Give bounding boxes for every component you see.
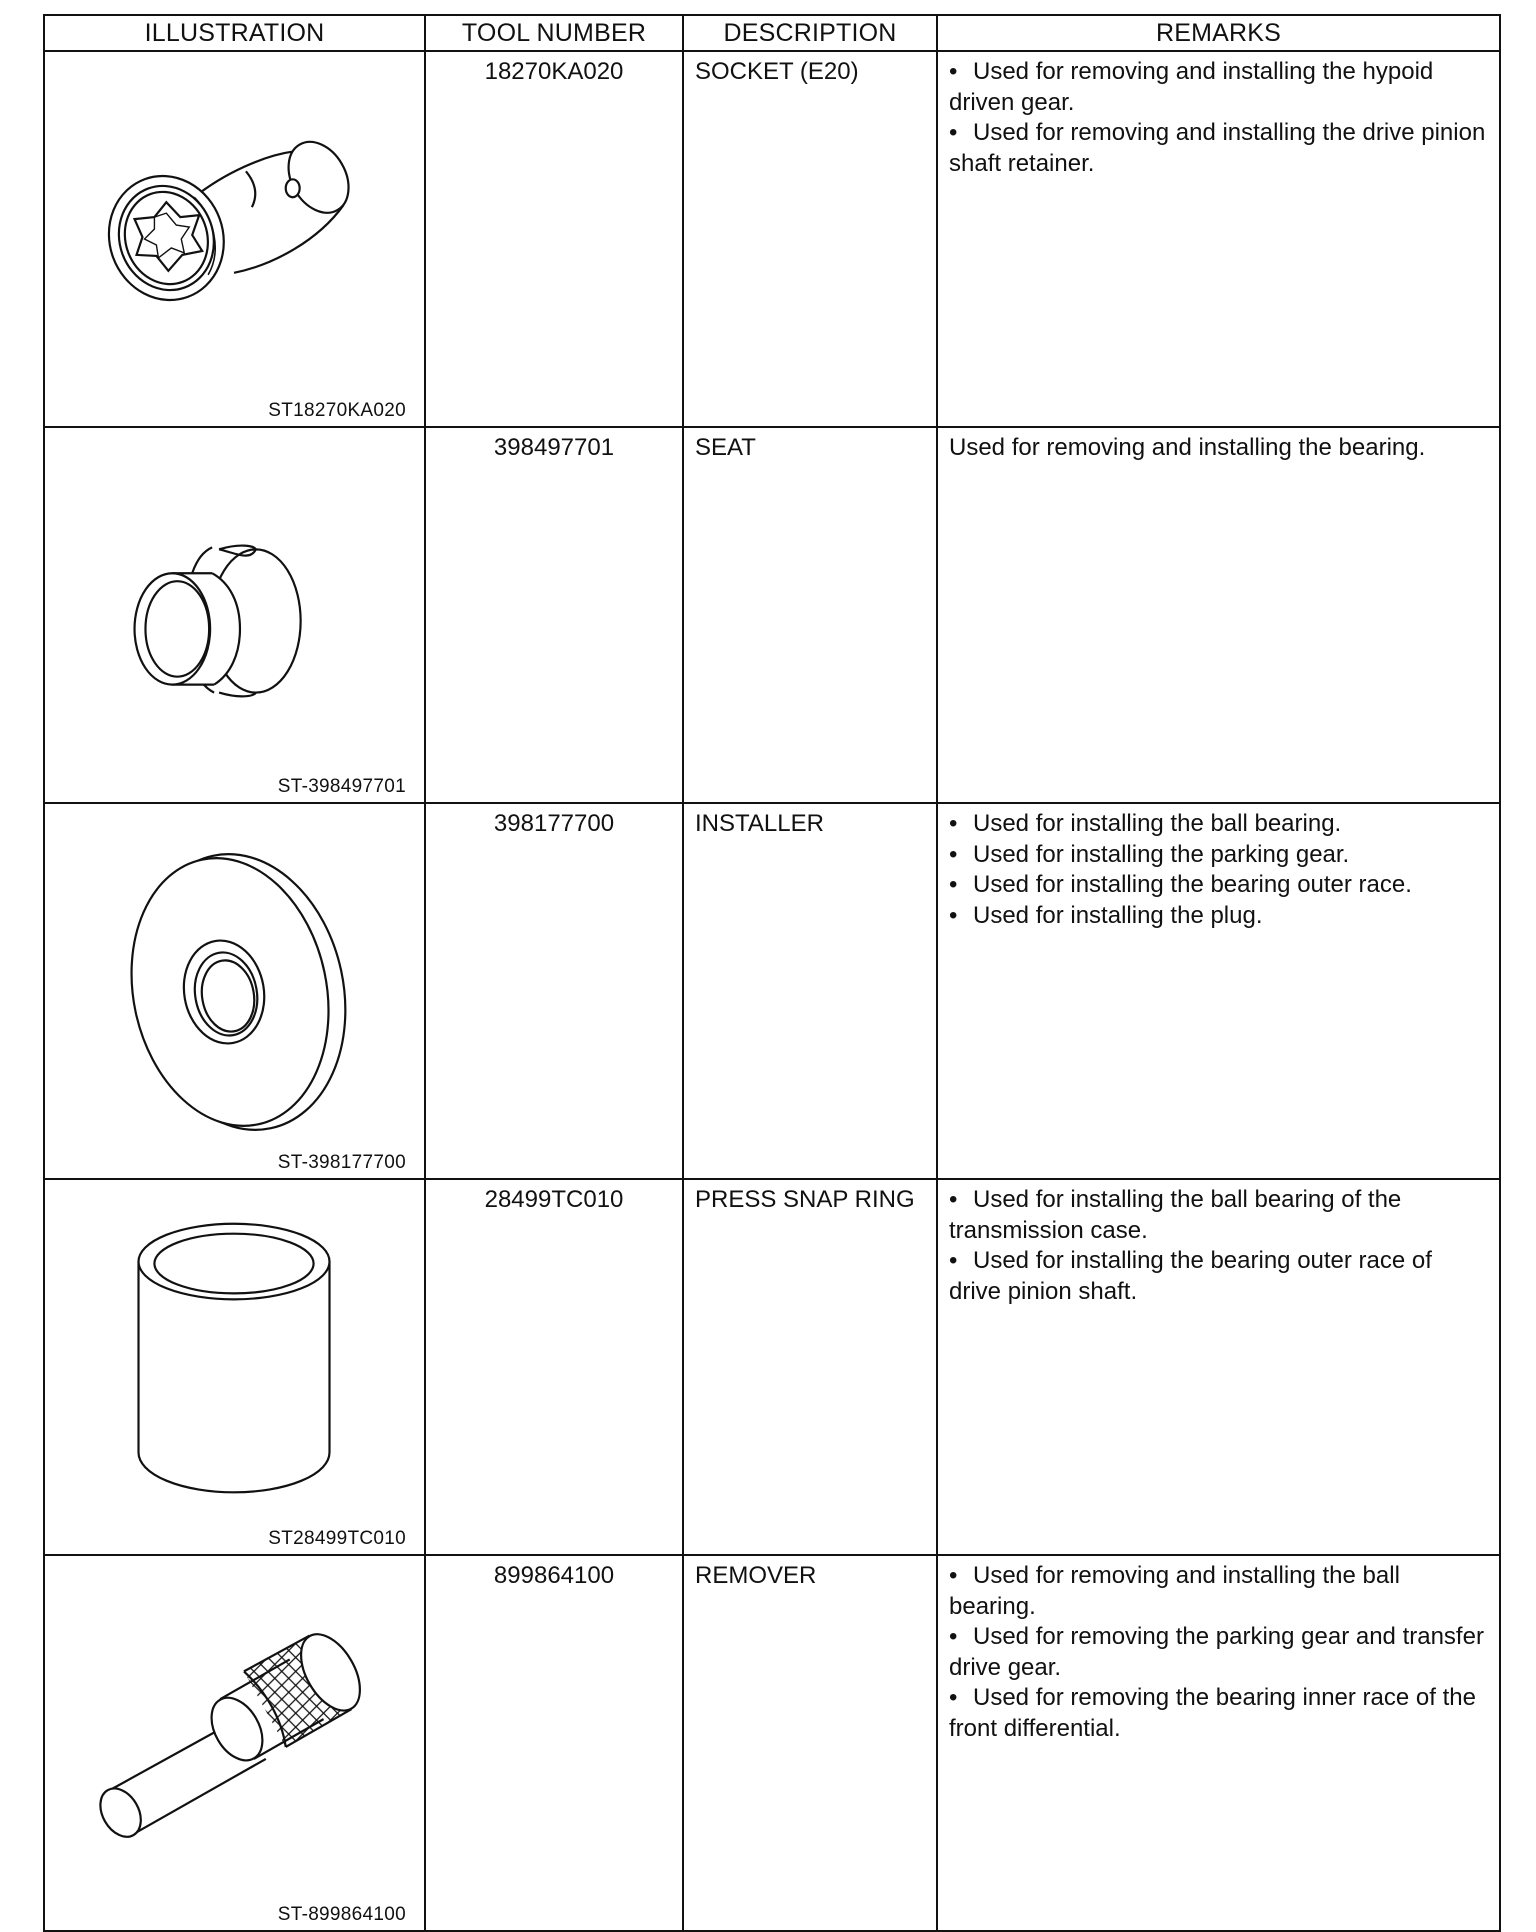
illustration-cell xyxy=(44,803,425,1179)
description-cell: INSTALLER xyxy=(683,803,937,1179)
bullet-icon: • xyxy=(949,1562,958,1589)
illustration-code: ST28499TC010 xyxy=(268,1528,406,1549)
remark-item xyxy=(949,901,1489,932)
bullet-icon: • xyxy=(949,840,958,868)
bullet-icon: • xyxy=(949,1186,958,1213)
illustration-cell xyxy=(44,427,425,803)
special-tools-table xyxy=(43,14,1501,1932)
illustration-code: ST-398497701 xyxy=(277,776,406,797)
bullet-icon: • xyxy=(949,871,958,898)
remark-item xyxy=(949,870,1489,901)
header-description: DESCRIPTION xyxy=(683,15,937,51)
table-row xyxy=(44,1179,1500,1555)
bullet-icon: • xyxy=(949,119,958,146)
remark-text: Used for removing the parking gear and transfer drive gear. xyxy=(949,1623,1484,1681)
remarks-list xyxy=(949,57,1489,179)
remark-item xyxy=(949,1246,1489,1307)
tool-number-cell: 398497701 xyxy=(425,427,683,803)
seat-tool-illustration xyxy=(45,428,424,802)
bullet-icon: • xyxy=(949,58,958,85)
header-illustration: ILLUSTRATION xyxy=(44,15,425,51)
socket-tool-illustration xyxy=(45,52,424,426)
remark-text: Used for installing the plug. xyxy=(973,901,1263,929)
table-row xyxy=(44,803,1500,1179)
bullet-icon: • xyxy=(949,901,958,929)
remarks-cell xyxy=(937,1555,1500,1931)
remark-item xyxy=(949,840,1489,871)
bullet-icon: • xyxy=(949,810,958,837)
remover-tool-illustration xyxy=(45,1556,424,1930)
remark-text: Used for installing the bearing outer race of drive pinion shaft. xyxy=(949,1247,1432,1305)
installer-tool-illustration xyxy=(45,804,424,1178)
illustration-code: ST-398177700 xyxy=(277,1152,406,1173)
bullet-icon: • xyxy=(949,1247,958,1274)
table-header-row xyxy=(44,15,1500,51)
remark-item xyxy=(949,1561,1489,1622)
illustration-code: ST-899864100 xyxy=(277,1904,406,1925)
description-cell: REMOVER xyxy=(683,1555,937,1931)
illustration-cell xyxy=(44,1179,425,1555)
remark-item xyxy=(949,57,1489,118)
tool-number-cell: 398177700 xyxy=(425,803,683,1179)
tool-number-cell: 899864100 xyxy=(425,1555,683,1931)
illustration-cell xyxy=(44,1555,425,1931)
remarks-cell xyxy=(937,1179,1500,1555)
remark-item xyxy=(949,809,1489,840)
remark-text: Used for installing the ball bearing. xyxy=(973,810,1342,837)
remarks-cell: Used for removing and installing the bearing. xyxy=(937,427,1500,803)
table-row xyxy=(44,51,1500,427)
header-tool-number: TOOL NUMBER xyxy=(425,15,683,51)
remarks-cell xyxy=(937,51,1500,427)
description-cell: PRESS SNAP RING xyxy=(683,1179,937,1555)
table-row xyxy=(44,1555,1500,1931)
remark-text: Used for removing and installing the drive pinion shaft retainer. xyxy=(949,119,1486,177)
bullet-icon: • xyxy=(949,1684,958,1711)
remark-item xyxy=(949,1622,1489,1683)
remark-item xyxy=(949,118,1489,179)
remark-item xyxy=(949,1683,1489,1744)
remark-text: Used for removing the bearing inner race of the front differential. xyxy=(949,1684,1476,1742)
illustration-code: ST18270KA020 xyxy=(268,400,406,421)
tool-number-cell: 18270KA020 xyxy=(425,51,683,427)
remarks-list xyxy=(949,1185,1489,1307)
remarks-list xyxy=(949,809,1489,931)
remark-text: Used for removing and installing the hypoid driven gear. xyxy=(949,58,1434,116)
remark-text: Used for removing and installing the ball bearing. xyxy=(949,1562,1400,1620)
remark-text: Used for installing the bearing outer race. xyxy=(973,871,1412,898)
table-row xyxy=(44,427,1500,803)
illustration-cell xyxy=(44,51,425,427)
remark-text: Used for installing the parking gear. xyxy=(973,840,1350,868)
remarks-list xyxy=(949,1561,1489,1744)
bullet-icon: • xyxy=(949,1623,958,1650)
tool-number-cell: 28499TC010 xyxy=(425,1179,683,1555)
header-remarks: REMARKS xyxy=(937,15,1500,51)
press-snap-ring-tool-illustration xyxy=(45,1180,424,1554)
description-cell: SEAT xyxy=(683,427,937,803)
remarks-cell xyxy=(937,803,1500,1179)
remark-text: Used for installing the ball bearing of the transmission case. xyxy=(949,1186,1402,1244)
remark-item xyxy=(949,1185,1489,1246)
description-cell: SOCKET (E20) xyxy=(683,51,937,427)
